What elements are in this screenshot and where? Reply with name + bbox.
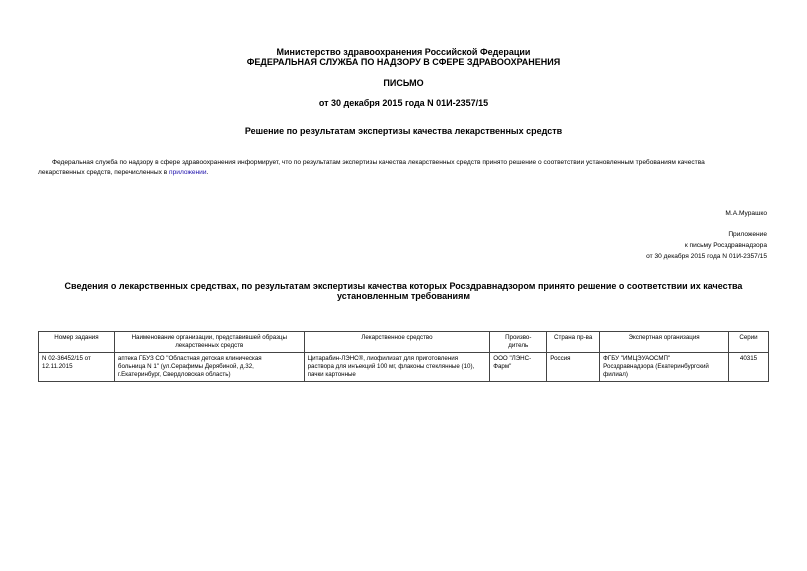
header-task-number: Номер задания xyxy=(39,332,115,353)
appendix-note-line-2: к письму Росздравнадзора xyxy=(684,242,767,249)
appendix-note xyxy=(646,229,767,262)
header-manufacturer xyxy=(490,332,547,353)
cell-drug xyxy=(304,353,490,382)
document-subject: Решение по результатам экспертизы качества лекарственных средств xyxy=(244,126,563,136)
header-manufacturer-line-1: Произво- xyxy=(505,334,532,341)
service-name: ФЕДЕРАЛЬНАЯ СЛУЖБА ПО НАДЗОРУ В СФЕРЕ ЗДРАВООХРАНЕНИЯ xyxy=(246,57,561,67)
cell-organization-line-1: аптека ГБУЗ СО "Областная детская клиническая xyxy=(117,355,262,362)
table-header-row xyxy=(39,332,769,353)
cell-country: Россия xyxy=(547,353,600,382)
header-series: Серии xyxy=(729,332,769,353)
signature: М.А.Мурашко xyxy=(725,210,767,217)
cell-expert-org-line-3: филиал) xyxy=(603,371,628,378)
cell-organization xyxy=(114,353,304,382)
cell-manufacturer-line-2: Фарм" xyxy=(493,363,512,370)
cell-task-number-line-2: 12.11.2015 xyxy=(42,363,73,370)
cell-manufacturer xyxy=(490,353,547,382)
appendix-table xyxy=(38,331,769,382)
cell-task-number-line-1: N 02-36452/15 от xyxy=(42,355,91,362)
header-organization xyxy=(114,332,304,353)
paragraph-line-2: лекарственных средств, перечисленных в xyxy=(38,169,170,176)
cell-series: 40315 xyxy=(729,353,769,382)
document-date: от 30 декабря 2015 года N 01И-2357/15 xyxy=(318,98,489,108)
paragraph-line-2-end: . xyxy=(206,169,209,176)
cell-organization-line-2: больница N 1" (ул.Серафимы Дерябиной, д.32, xyxy=(117,363,254,370)
letter-paragraph xyxy=(38,158,773,168)
ministry-name: Министерство здравоохранения Российской Федерации xyxy=(276,47,531,57)
table-row xyxy=(39,353,769,382)
header-organization-line-2: лекарственных средств xyxy=(175,342,244,349)
cell-organization-line-3: г.Екатеринбург, Свердловская область) xyxy=(117,371,231,378)
appendix-title xyxy=(0,281,807,301)
appendix-title-line-1: Сведения о лекарственных средствах, по результатам экспертизы качества которых Росздравнадзором принято решение о соответствии их качества xyxy=(64,281,743,291)
appendix-title-line-2: установленным требованиям xyxy=(336,291,470,301)
header-manufacturer-line-2: дитель xyxy=(508,342,529,349)
letter-paragraph-cont xyxy=(38,168,773,178)
cell-drug-line-2: раствора для инъекций 100 мг, флаконы стеклянные (10), xyxy=(307,363,475,370)
document-type: ПИСЬМО xyxy=(383,78,424,88)
appendix-note-line-3: от 30 декабря 2015 года N 01И-2357/15 xyxy=(646,253,767,260)
appendix-link[interactable]: приложении xyxy=(169,169,207,176)
cell-expert-org xyxy=(600,353,729,382)
cell-expert-org-line-2: Росздравнадзора (Екатеринбургский xyxy=(603,363,709,370)
paragraph-line-1: Федеральная служба по надзору в сфере здравоохранения информирует, что по результатам экспертизы качества лекарственных средств принято решение о соответствии установленным требованиям качества xyxy=(52,159,705,166)
cell-drug-line-1: Цитарабин-ЛЭНС®, лиофилизат для приготовления xyxy=(307,355,459,362)
cell-expert-org-line-1: ФГБУ "ИМЦЭУАОСМП" xyxy=(603,355,671,362)
header-drug: Лекарственное средство xyxy=(304,332,490,353)
cell-drug-line-3: пачки картонные xyxy=(307,371,356,378)
appendix-note-line-1: Приложение xyxy=(728,231,767,238)
header-expert-org: Экспертная организация xyxy=(600,332,729,353)
cell-task-number xyxy=(39,353,115,382)
header-organization-line-1: Наименование организации, представившей образцы xyxy=(131,334,287,341)
header-country: Страна пр-ва xyxy=(547,332,600,353)
cell-manufacturer-line-1: ООО "ЛЭНС- xyxy=(493,355,532,362)
